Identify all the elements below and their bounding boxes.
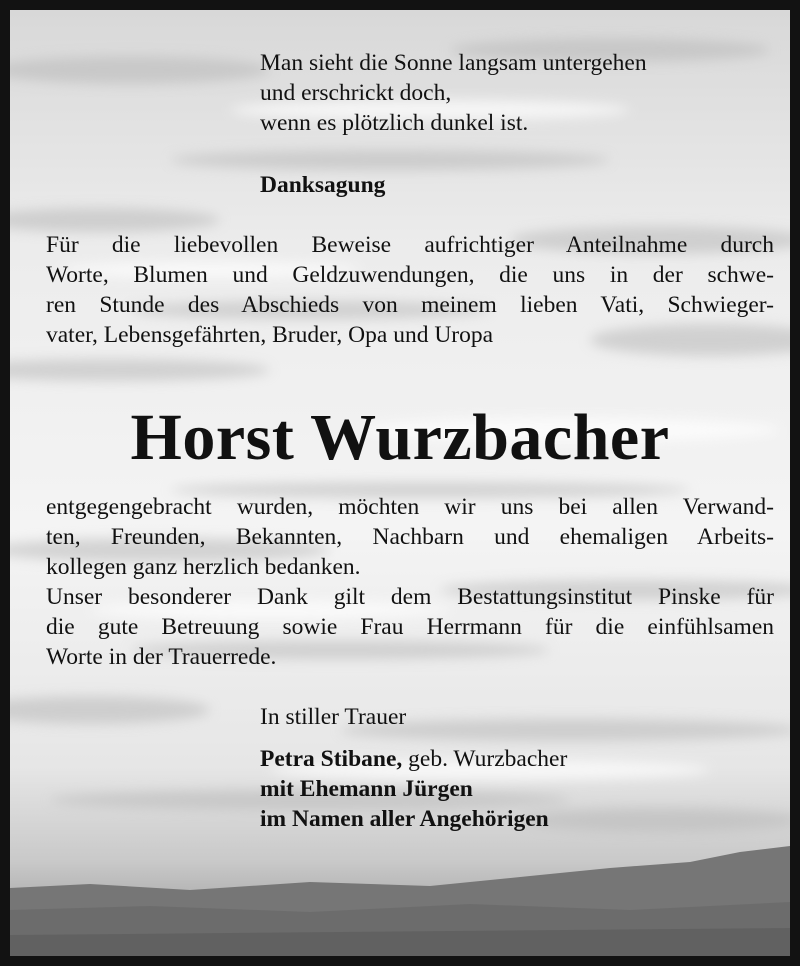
signature-name-line [260,744,567,774]
signature-line-3: im Namen aller Angehörigen [260,806,549,832]
intro-line-4: vater, Lebensgefährten, Bruder, Opa und Uropa [46,322,494,348]
signature-name-suffix: geb. Wurzbacher [402,746,568,772]
obituary-text [10,10,790,956]
deceased-name: Horst Wurzbacher [130,401,670,474]
poem-line-3: wenn es plötzlich dunkel ist. [260,110,529,136]
signature-name: Petra Stibane, [260,746,403,772]
thanks-line-1: entgegengebracht wurden, möchten wir uns bei allen Verwand- [46,494,774,520]
mourning-line: In stiller Trauer [260,704,407,730]
thanks-line-6: Worte in der Trauerrede. [46,644,277,670]
thanks-line-5: die gute Betreuung sowie Frau Herrmann für die einfühlsamen [46,614,774,640]
heading: Danksagung [260,172,386,198]
poem-line-2: und erschrickt doch, [260,80,452,106]
intro-line-3: ren Stunde des Abschieds von meinem lieben Vati, Schwieger- [46,292,774,318]
signature-line-2: mit Ehemann Jürgen [260,776,473,802]
thanks-line-4: Unser besonderer Dank gilt dem Bestattungsinstitut Pinske für [46,584,774,610]
poem-line-1: Man sieht die Sonne langsam untergehen [260,50,647,76]
thanks-line-3: kollegen ganz herzlich bedanken. [46,554,361,580]
thanks-line-2: ten, Freunden, Bekannten, Nachbarn und ehemaligen Arbeits- [46,524,774,550]
intro-line-1: Für die liebevollen Beweise aufrichtiger Anteilnahme durch [46,232,774,258]
intro-line-2: Worte, Blumen und Geldzuwendungen, die uns in der schwe- [46,262,774,288]
